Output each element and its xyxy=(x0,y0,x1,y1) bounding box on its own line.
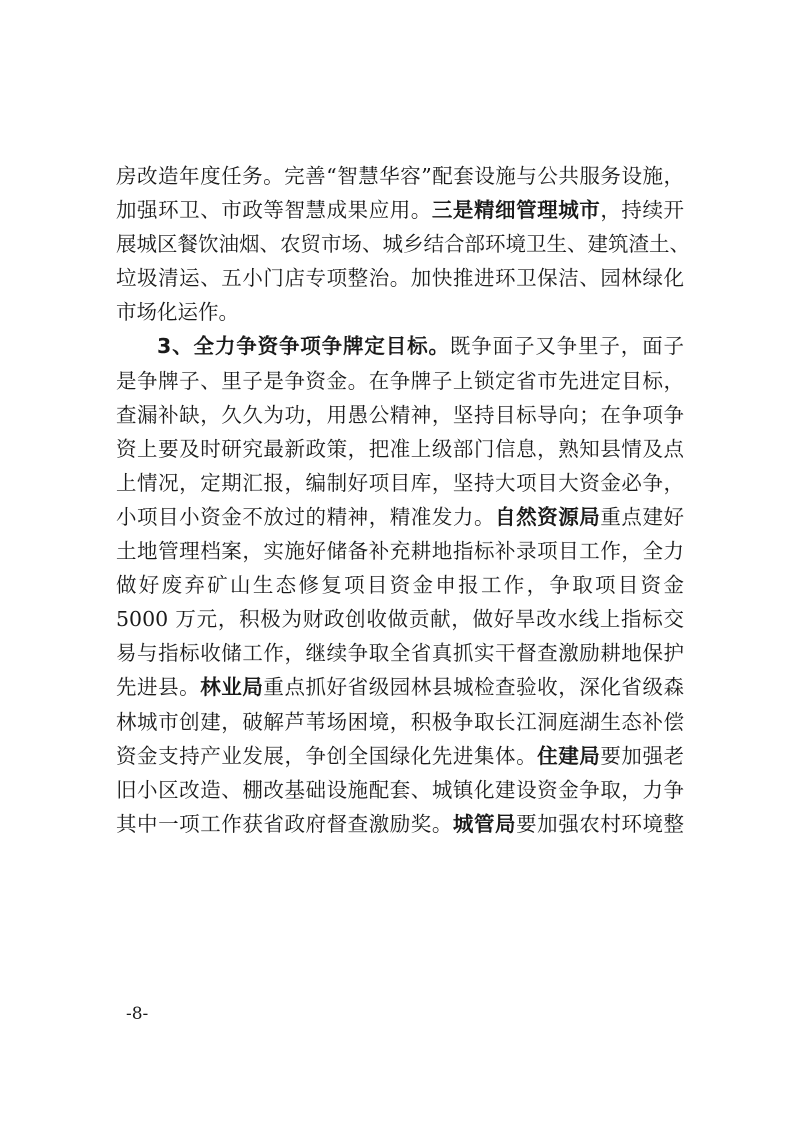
text-line: 房改造年度任务。完善“智慧华容”配套设施与公共服务设施， xyxy=(116,164,684,188)
text-line: 小项目小资金不放过的精神，精准发力。自然资源局重点建好 xyxy=(116,504,685,529)
page-number: -8- xyxy=(126,1004,149,1024)
text-line: 上情况，定期汇报，编制好项目库，坚持大项目大资金必争， xyxy=(116,470,684,495)
text-line: 市场化运作。 xyxy=(116,300,239,325)
text-line: 林城市创建，破解芦苇场困境，积极争取长江洞庭湖生态补偿 xyxy=(116,709,684,734)
text-line: 易与指标收储工作，继续争取全省真抓实干督查激励耕地保护 xyxy=(116,641,684,666)
text-line: 查漏补缺，久久为功，用愚公精神，坚持目标导向；在争项争 xyxy=(116,402,684,427)
text-line: 是争牌子、里子是争资金。在争牌子上锁定省市先进定目标， xyxy=(116,368,684,393)
bold-phrase: 三是精细管理城市 xyxy=(431,198,601,223)
text-line: 土地管理档案，实施好储备补充耕地指标补录项目工作，全力 xyxy=(116,539,684,564)
bold-phrase: 住建局 xyxy=(537,743,601,768)
text-line: 5000 万元，积极为财政创收做贡献，做好旱改水线上指标交 xyxy=(116,607,684,632)
section-heading: 3、全力争资争项争牌定目标。 xyxy=(157,334,450,359)
body-text xyxy=(116,159,690,841)
bold-phrase: 自然资源局 xyxy=(495,504,601,529)
text-line: 资金支持产业发展，争创全国绿化先进集体。住建局要加强老 xyxy=(116,743,685,768)
text-line: 垃圾清运、五小门店专项整治。加快推进环卫保洁、园林绿化 xyxy=(116,266,684,291)
text-line: 先进县。林业局重点抓好省级园林县城检查验收，深化省级森 xyxy=(116,675,685,700)
text-line: 资上要及时研究最新政策，把准上级部门信息，熟知县情及点 xyxy=(116,436,684,461)
text-line: 加强环卫、市政等智慧成果应用。三是精细管理城市，持续开 xyxy=(116,198,685,223)
bold-phrase: 林业局 xyxy=(200,675,264,700)
text-line: 其中一项工作获省政府督查激励奖。城管局要加强农村环境整 xyxy=(116,811,685,836)
section-heading-line: 3、全力争资争项争牌定目标。既争面子又争里子，面子 xyxy=(157,334,684,359)
text-line: 做好废弃矿山生态修复项目资金申报工作，争取项目资金 xyxy=(116,573,684,598)
bold-phrase: 城管局 xyxy=(452,811,517,836)
text-line: 旧小区改造、棚改基础设施配套、城镇化建设资金争取，力争 xyxy=(116,777,684,802)
text-line: 展城区餐饮油烟、农贸市场、城乡结合部环境卫生、建筑渣土、 xyxy=(116,232,690,257)
